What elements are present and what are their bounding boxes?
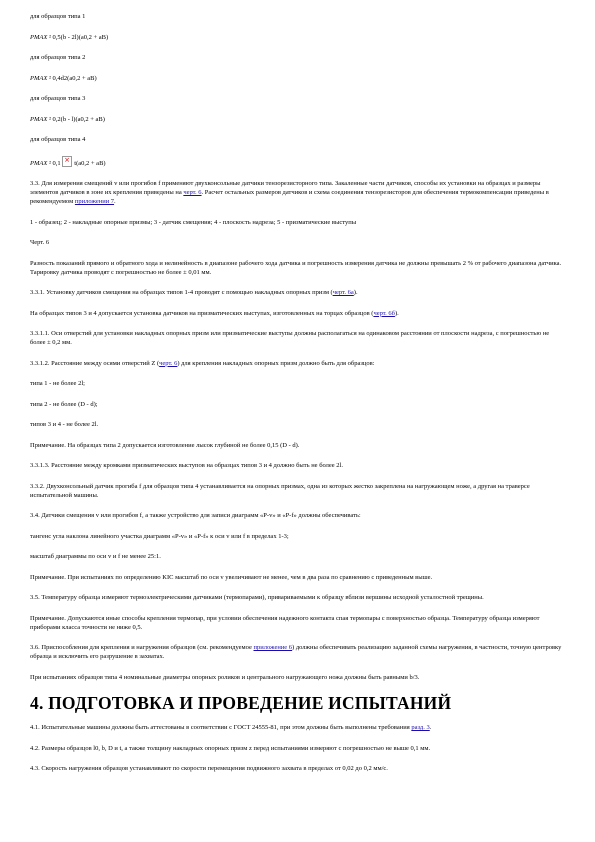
formula (30, 74, 565, 83)
paragraph: тангенс угла наклона линейного участка диаграмм «P-v» и «P-f» к оси v или f в пределах 1-3; (30, 532, 289, 540)
paragraph: 4.3. Скорость нагружения образцов устанавливают по скорости перемещения подвижного захвата в пределах от 0,02 до 0,2 мм/с. (30, 765, 388, 772)
paragraph: 4.2. Размеры образцов l0, b, D и t, а также толщину накладных опорных призм z перед испытаниями измеряют с погрешностью не выше 0,1 мм. (30, 744, 431, 752)
paragraph: 3.5. Температуру образца измеряют термоэлектрическими датчиками (термопарами), привариваемыми к образцу вблизи вершины исходной усталостной трещины. (30, 594, 484, 601)
paragraph (30, 179, 565, 206)
paragraph: типа 1 - не более 2l; (30, 380, 85, 387)
formula-body: ² 0,2(b - l)(a0,2 + aB) (47, 115, 105, 123)
paragraph-text: 4.1. Испытательные машины должны быть аттестованы в соответствии с ГОСТ 24555-81, при этом должны быть выполнены требования (30, 724, 412, 731)
paragraph-text: 3.3. Для измерения смещений v или прогибов f применяют двухконсольные датчики тензорезисторного типа. Закаленные части датчиков, способы их установки на образцах и размеры элементов датчиков в зоне их крепления приведены на (30, 180, 541, 196)
paragraph: для образцов типа 3 (30, 95, 86, 102)
paragraph: Примечание. На образцах типа 2 допускается изготовление лысок глубиной не более 0,15 (D - d). (30, 441, 300, 449)
formula-lead: PMAX (30, 74, 48, 82)
formula (30, 115, 565, 124)
paragraph: 3.4. Датчики смещения v или прогибов f, а также устройство для записи диаграмм «P-v» и «P-f» должны обеспечивать: (30, 512, 361, 519)
paragraph: Примечание. При испытаниях по определению KIC масштаб по оси v увеличивают не менее, чем в два раза по сравнению с приведенным выше. (30, 573, 433, 581)
formula-body: ² 0,4d2(a0,2 + aB) (47, 74, 97, 82)
reference-link[interactable]: черт. 6а (332, 289, 354, 296)
reference-link[interactable]: черт. 6 (183, 189, 202, 196)
formula-body-tail: t(a0,2 + aB) (72, 159, 106, 167)
paragraph-text: 3.3.1.2. Расстояние между осями отверстий Z ( (30, 359, 160, 367)
paragraph: масштаб диаграммы по оси v и f не менее 25:1. (30, 553, 161, 560)
paragraph-text: . Расчет остальных размеров датчиков и схема соединения тензорезисторов для обеспечения термокомпенсации приведены в рекомендуемом (30, 189, 549, 205)
formula-body: ² 0,1 (47, 159, 61, 167)
reference-link[interactable]: черт. 6б (373, 309, 395, 317)
section-heading: 4. ПОДГОТОВКА И ПРОВЕДЕНИЕ ИСПЫТАНИЙ (30, 693, 452, 713)
reference-link[interactable]: приложение 6 (253, 644, 293, 651)
paragraph-text: . (429, 724, 432, 731)
paragraph: При испытаниях образцов типа 4 номинальные диаметры опорных роликов и центрального нагружающего ножа должны быть равными b/3. (30, 673, 420, 681)
broken-image-icon (62, 156, 72, 167)
reference-link[interactable]: черт. 6 (159, 359, 178, 367)
paragraph-text: ). (394, 309, 399, 317)
paragraph (30, 288, 565, 297)
paragraph-text: . (114, 198, 116, 205)
paragraph-text: На образцах типов 3 и 4 допускается установка датчиков на призматических выступах, изготовленных на торцах образцов ( (30, 309, 374, 317)
paragraph (30, 309, 565, 318)
paragraph: для образцов типа 1 (30, 13, 86, 20)
reference-link[interactable]: приложении 7 (74, 198, 115, 205)
reference-link[interactable]: разд. 3 (411, 724, 430, 731)
paragraph-text: ) должны обеспечивать реализацию заданной схемы нагружения, в частности, точную центровку образца и исключить его разрушение в захватах. (30, 644, 562, 660)
paragraph (30, 643, 565, 661)
paragraph: типов 3 и 4 - не более 2l. (30, 421, 99, 428)
paragraph-text: ). (353, 289, 358, 296)
formula-lead: PMAX (30, 33, 48, 41)
formula-body: ² 0,5(b - 2l)(a0,2 + aB) (47, 33, 109, 41)
paragraph (30, 359, 565, 368)
paragraph: 3.3.2. Двухконсольный датчик прогиба f для образцов типа 4 устанавливается на опорных призмах, одна из которых жестко закреплена на нагружающем ноже, а другая на траверсе испытательной машины. (30, 482, 530, 499)
paragraph: для образцов типа 2 (30, 54, 86, 61)
paragraph (30, 723, 565, 732)
paragraph: типа 2 - не более (D - d); (30, 400, 98, 408)
paragraph: 3.3.1.3. Расстояние между кромками призматических выступов на образцах типов 3 и 4 должно быть не более 2l. (30, 462, 343, 469)
formula (30, 33, 565, 42)
paragraph: для образцов типа 4 (30, 136, 86, 143)
formula-lead: PMAX (30, 115, 48, 123)
formula (30, 156, 565, 168)
document-page (30, 12, 565, 785)
paragraph-text: 3.6. Приспособления для крепления и нагружения образцов (см. рекомендуемое (30, 644, 254, 651)
paragraph: Примечание. Допускаются иные способы крепления термопар, при условии обеспечения надежного контакта спая термопары с поверхностью образца. Температуру образца измеряют приборами класса точности не ниже 0,5. (30, 614, 540, 631)
paragraph-text: ) для крепления накладных опорных призм должно быть для образцов: (177, 359, 375, 367)
paragraph-text: 3.3.1. Установку датчиков смещения на образцах типов 1-4 проводят с помощью накладных опорных призм ( (30, 289, 333, 296)
paragraph: 1 - образец; 2 - накладные опорные призмы; 3 - датчик смещения; 4 - плоскость надреза; 5 - призматические выступы (30, 218, 357, 226)
paragraph: 3.3.1.1. Оси отверстий для установки накладных опорных призм или призматические выступы должны располагаться на одинаковом расстоянии от плоскости надреза, с погрешностью не более ± 0,2 мм. (30, 330, 550, 346)
formula-lead: PMAX (30, 159, 48, 167)
paragraph: Разность показаний прямого и обратного хода и нелинейность в диапазоне рабочего хода датчика и погрешность измерения датчика не должны превышать 2 % от рабочего диапазона датчика. Тарировку датчика проводят с погрешностью не более ± 0,01 мм. (30, 259, 562, 276)
paragraph: Черт. 6 (30, 239, 50, 246)
